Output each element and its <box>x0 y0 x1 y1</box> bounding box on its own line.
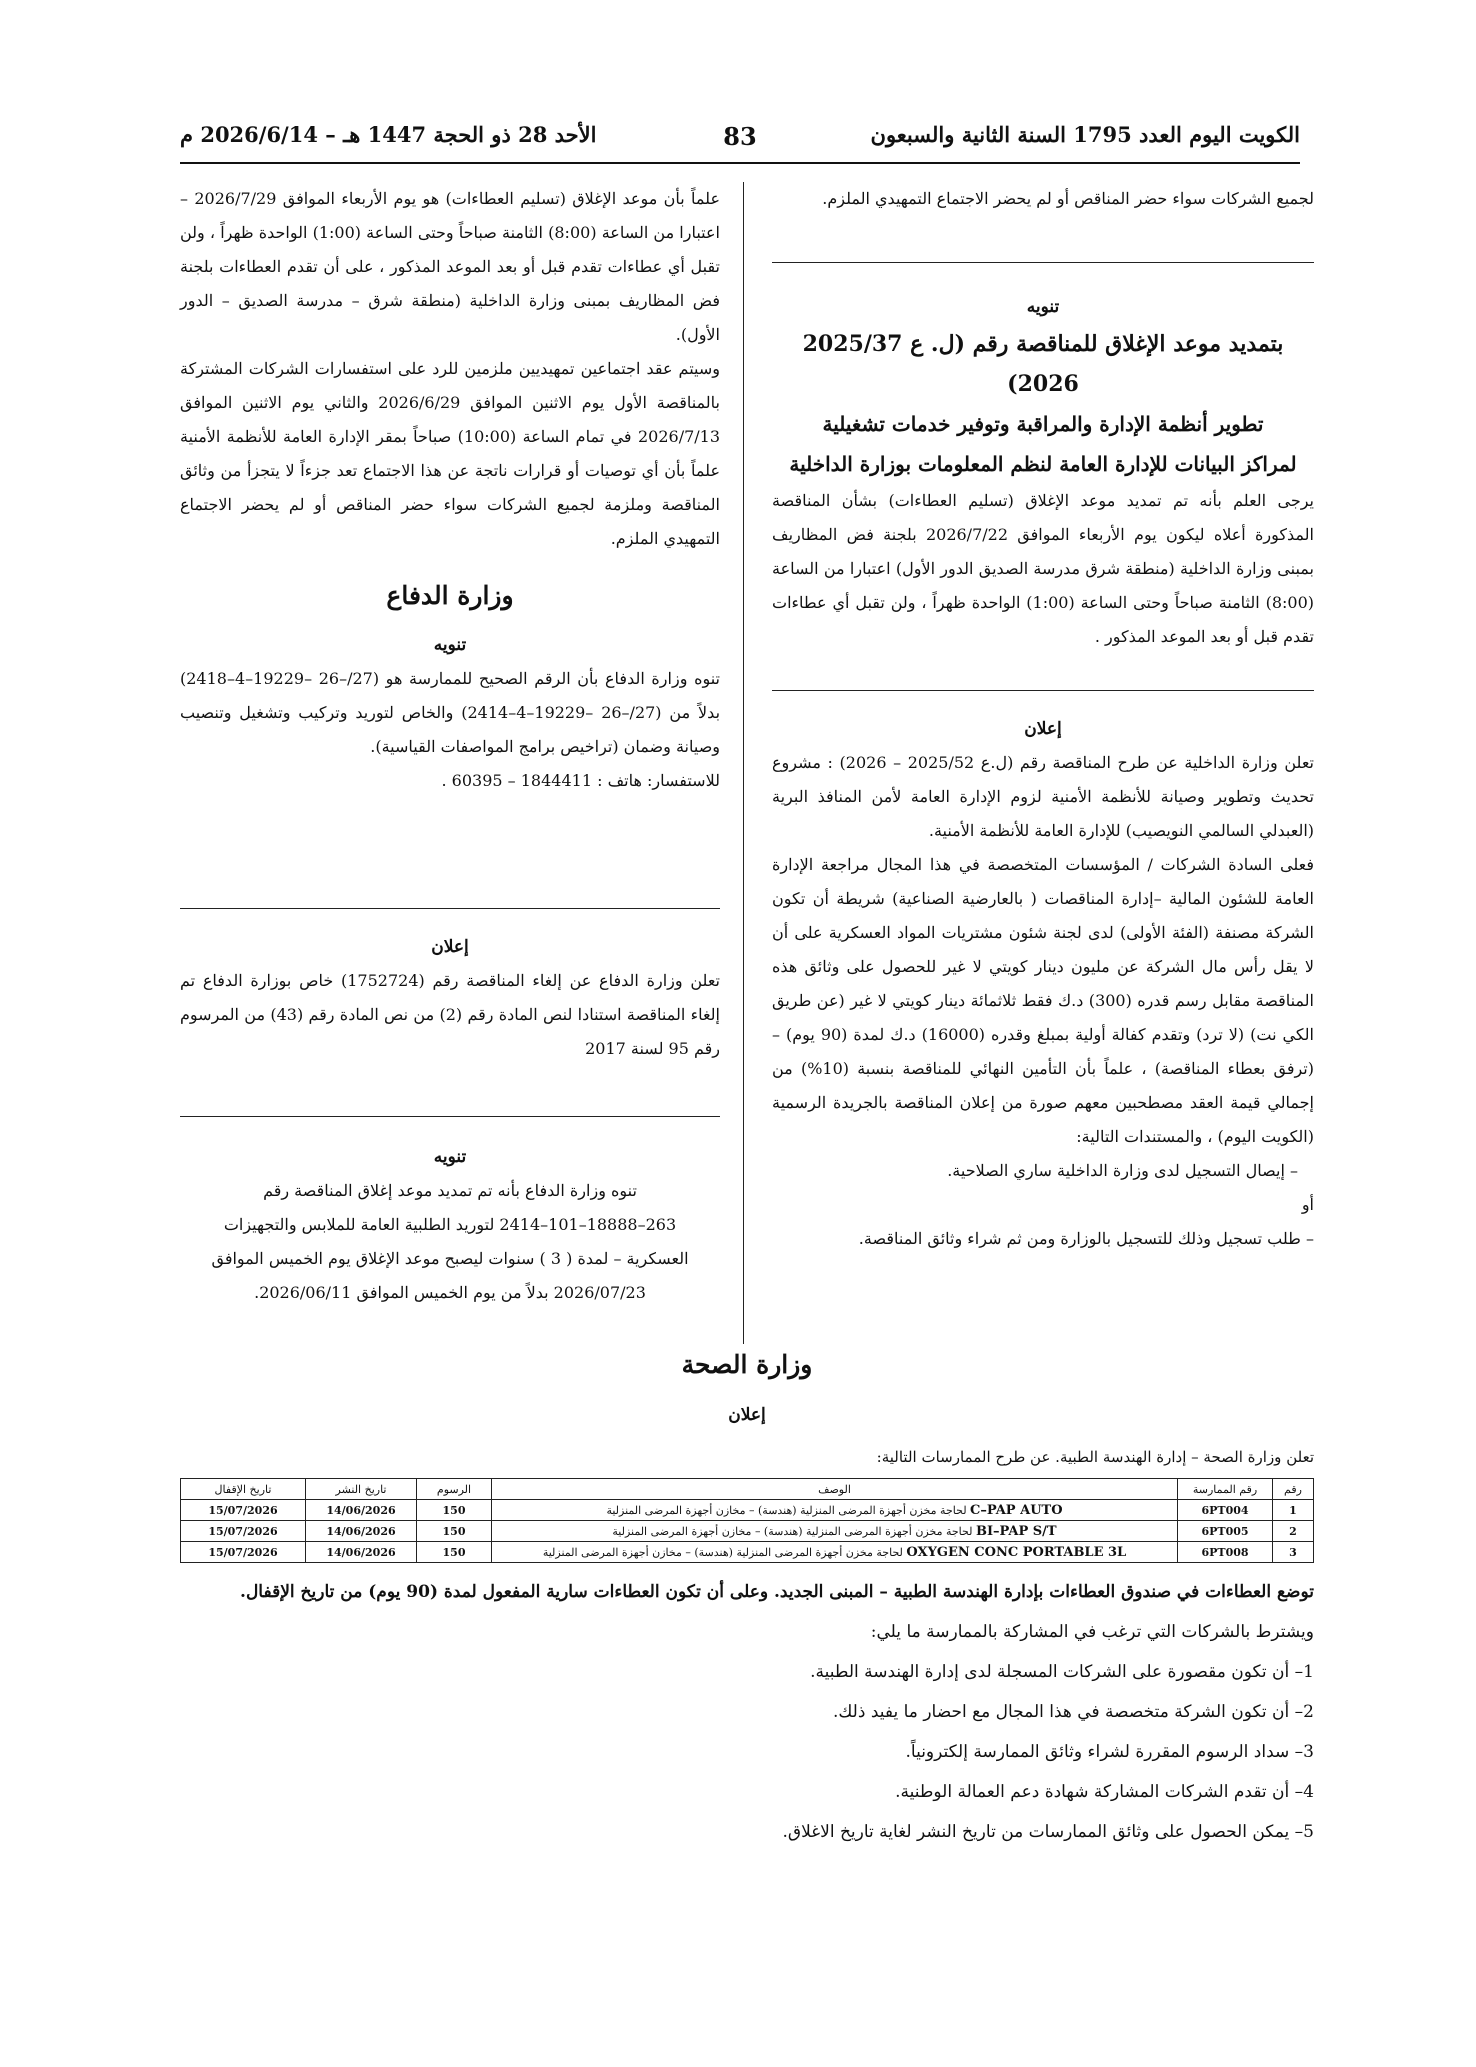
col-header: رقم <box>1273 1479 1314 1500</box>
health-announcement-label: إعلان <box>728 1405 766 1425</box>
cell-fee: 150 <box>417 1500 492 1521</box>
col-header: تاريخ النشر <box>306 1479 417 1500</box>
col-header: رقم الممارسة <box>1178 1479 1273 1500</box>
defense-announcement-body: تعلن وزارة الدفاع عن إلغاء المناقصة رقم (1752724) خاص بوزارة الدفاع تم إلغاء المناقصة استنادا لنص المادة رقم (2) من نص المادة رقم (43) من المرسوم رقم 95 لسنة 2017 <box>180 971 721 1058</box>
cell-pub-date: 14/06/2026 <box>306 1542 417 1563</box>
cell-number: 3 <box>1273 1542 1314 1563</box>
left-column <box>180 182 720 798</box>
announcement-label: إعلان <box>1024 719 1062 739</box>
defense-notice-contact: للاستفسار: هاتف : 1844411 – 60395 . <box>441 771 720 790</box>
defense-notice-2-label: تنويه <box>433 1147 467 1167</box>
desc-en: BI–PAP S/T <box>975 1523 1057 1539</box>
health-after-1: توضع العطاءات في صندوق العطاءات بإدارة الهندسة الطبية – المبنى الجديد. وعلى أن تكون العطاءات سارية المفعول لمدة (90 يوم) من تاريخ الإقفال. <box>240 1582 1314 1602</box>
cell-description <box>492 1542 1178 1563</box>
divider <box>772 262 1314 263</box>
defense-notice-body: تنوه وزارة الدفاع بأن الرقم الصحيح للممارسة هو (27/–26 –19229–4–2418) بدلاً من (27/–26 –19229–4–2414) والخاص لتوريد وتركيب وتشغيل وتنصيب وصيانة وضمان (تراخيص برامج المواصفات القياسية). <box>180 669 721 756</box>
notice-title-3: لمراكز البيانات للإدارة العامة لنظم المعلومات بوزارة الداخلية <box>789 452 1297 476</box>
notice-title-2: تطوير أنظمة الإدارة والمراقبة وتوفير خدمات تشغيلية <box>822 412 1264 436</box>
header-issue: الكويت اليوم العدد 1795 السنة الثانية والسبعون <box>870 122 1300 147</box>
health-after-2: ويشترط بالشركات التي ترغب في المشاركة بالممارسة ما يلي: <box>870 1622 1314 1642</box>
table-header-row <box>181 1479 1314 1500</box>
right-top-text: لجميع الشركات سواء حضر المناقص أو لم يحضر الاجتماع التمهيدي الملزم. <box>822 189 1314 208</box>
cell-pub-date: 14/06/2026 <box>306 1500 417 1521</box>
notice-title-1: بتمديد موعد الإغلاق للمناقصة رقم (ل. ع 2025/37 2026) <box>802 331 1284 397</box>
divider <box>772 690 1314 691</box>
desc-en: C–PAP AUTO <box>970 1502 1063 1518</box>
ministry-defense-heading: وزارة الدفاع <box>386 581 514 610</box>
page-number: 83 <box>723 122 757 151</box>
table-row <box>181 1542 1314 1563</box>
cell-number: 2 <box>1273 1521 1314 1542</box>
defense-notice-2-line-2: 263–18888–101–2414 لتوريد الطلبية العامة للملابس والتجهيزات <box>223 1215 677 1234</box>
right-column <box>772 182 1314 216</box>
col-header: تاريخ الإقفال <box>181 1479 306 1500</box>
desc-ar: لحاجة مخزن أجهزة المرضى المنزلية (هندسة) – مخازن أجهزة المرضى المنزلية <box>542 1545 903 1559</box>
announcement-or: أو <box>1301 1195 1314 1214</box>
left-top-text: علماً بأن موعد الإغلاق (تسليم العطاءات) هو يوم الأربعاء الموافق 2026/7/29 – اعتبارا من الساعة (8:00) الثامنة صباحاً وحتى الساعة (1:00) الواحدة ظهراً ، ولن تقبل أي عطاءات تقدم قبل أو بعد الموعد المذكور ، على أن تقدم العطاءات بلجنة فض المظاريف بمبنى وزارة الداخلية (منطقة شرق – مدرسة الصديق – الدور الأول). <box>180 189 721 344</box>
col-header: الوصف <box>492 1479 1178 1500</box>
cell-code: 6PT005 <box>1178 1521 1273 1542</box>
defense-announcement <box>180 930 720 1066</box>
defense-notice-2-line-3: العسكرية – لمدة ( 3 ) سنوات ليصبح موعد الإغلاق يوم الخميس الموافق <box>211 1249 689 1268</box>
announcement-p2: فعلى السادة الشركات / المؤسسات المتخصصة في هذا المجال مراجعة الإدارة العامة للشئون المالية –إدارة المناقصات ( بالعارضية الصناعية) شريطة أن تكون الشركة مصنفة (الفئة الأولى) لدى لجنة شئون مشتريات المواد العسكرية على أن لا يقل رأس مال الشركة عن مليون دينار كويتي لا غير للحصول على وثائق هذه المناقصة مقابل رسم قدره (300) د.ك فقط ثلاثمائة دينار كويتي لا غير (عن طريق الكي نت) (لا ترد) وتقدم كفالة أولية بمبلغ وقدره (16000) د.ك لمدة (90 يوم) – (ترفق بعطاء المناقصة) ، علماً بأن التأمين النهائي للمناقصة بنسبة (10%) من إجمالي قيمة العقد مصطحبين معهم صورة من إعلان المناقصة بالجريدة الرسمية (الكويت اليوم) ، والمستندات التالية: <box>772 855 1315 1146</box>
cell-code: 6PT004 <box>1178 1500 1273 1521</box>
cell-fee: 150 <box>417 1521 492 1542</box>
condition-item: 4– أن تقدم الشركات المشاركة شهادة دعم العمالة الوطنية. <box>895 1782 1314 1802</box>
defense-notice-2-line-1: تنوه وزارة الدفاع بأنه تم تمديد موعد إغلاق المناقصة رقم <box>263 1181 637 1200</box>
col-header: الرسوم <box>417 1479 492 1500</box>
announcement-bullet-2: – طلب تسجيل وذلك للتسجيل بالوزارة ومن ثم شراء وثائق المناقصة. <box>858 1229 1314 1248</box>
cell-pub-date: 14/06/2026 <box>306 1521 417 1542</box>
health-conditions <box>180 1572 1314 1852</box>
cell-number: 1 <box>1273 1500 1314 1521</box>
cell-description <box>492 1521 1178 1542</box>
column-divider <box>743 182 744 1344</box>
defense-notice-2-line-4: 2026/07/23 بدلاً من يوم الخميس الموافق 2026/06/11. <box>254 1283 646 1302</box>
left-top-text-2: وسيتم عقد اجتماعين تمهيديين ملزمين للرد على استفسارات الشركات المشتركة بالمناقصة الأول يوم الاثنين الموافق 2026/6/29 والثاني يوم الاثنين الموافق 2026/7/13 في تمام الساعة (10:00) صباحاً بمقر الإدارة العامة للأنظمة الأمنية علماً بأن أي توصيات أو قرارات ناتجة عن هذا الاجتماع تعد جزءاً لا يتجزأ من وثائق المناقصة وملزمة لجميع الشركات سواء حضر المناقص أو لم يحضر الاجتماع التمهيدي الملزم. <box>180 359 721 548</box>
page-header <box>180 118 1300 164</box>
ministry-health-heading: وزارة الصحة <box>681 1350 813 1379</box>
condition-item: 1– أن تكون مقصورة على الشركات المسجلة لدى إدارة الهندسة الطبية. <box>810 1662 1314 1682</box>
defense-notice-label: تنويه <box>433 635 467 655</box>
condition-item: 2– أن تكون الشركة متخصصة في هذا المجال مع احضار ما يفيد ذلك. <box>832 1702 1314 1722</box>
notice-label: تنويه <box>1026 297 1060 317</box>
header-date: الأحد 28 ذو الحجة 1447 هـ – 2026/6/14 م <box>180 122 597 147</box>
condition-item: 5– يمكن الحصول على وثائق الممارسات من تاريخ النشر لغاية تاريخ الاغلاق. <box>782 1822 1314 1842</box>
desc-ar: لحاجة مخزن أجهزة المرضى المنزلية (هندسة) – مخازن أجهزة المرضى المنزلية <box>606 1503 967 1517</box>
condition-item: 3– سداد الرسوم المقررة لشراء وثائق الممارسة إلكترونياً. <box>905 1742 1314 1762</box>
table-row <box>181 1521 1314 1542</box>
cell-fee: 150 <box>417 1542 492 1563</box>
notice-body: يرجى العلم بأنه تم تمديد موعد الإغلاق (تسليم العطاءات) بشأن المناقصة المذكورة أعلاه ليكون يوم الأربعاء الموافق 2026/7/22 بلجنة فض المظاريف بمبنى وزارة الداخلية (منطقة شرق مدرسة الصديق الدور الأول) اعتبارا من الساعة (8:00) الثامنة صباحاً وحتى الساعة (1:00) الواحدة ظهراً ، ولن تقبل أي عطاءات تقدم قبل أو بعد الموعد المذكور . <box>772 491 1315 646</box>
announcement-bullet-1: – إيصال التسجيل لدى وزارة الداخلية ساري الصلاحية. <box>947 1161 1298 1180</box>
cell-code: 6PT008 <box>1178 1542 1273 1563</box>
defense-announcement-label: إعلان <box>431 937 469 957</box>
table-row <box>181 1500 1314 1521</box>
announcement-interior <box>772 712 1314 1256</box>
cell-close-date: 15/07/2026 <box>181 1500 306 1521</box>
desc-en: OXYGEN CONC PORTABLE 3L <box>906 1544 1127 1560</box>
cell-description <box>492 1500 1178 1521</box>
health-intro: تعلن وزارة الصحة – إدارة الهندسة الطبية. عن طرح الممارسات التالية: <box>876 1448 1314 1466</box>
divider <box>180 908 720 909</box>
defense-notice-2 <box>180 1140 720 1310</box>
desc-ar: لحاجة مخزن أجهزة المرضى المنزلية (هندسة) – مخازن أجهزة المرضى المنزلية <box>612 1524 973 1538</box>
announcement-p1: تعلن وزارة الداخلية عن طرح المناقصة رقم (ل.ع 2025/52 – 2026) : مشروع تحديث وتطوير وصيانة للأنظمة الأمنية لزوم الإدارة العامة لأمن المنافذ البرية (العبدلي السالمي النويصيب) للإدارة العامة للأنظمة الأمنية. <box>772 753 1314 840</box>
cell-close-date: 15/07/2026 <box>181 1542 306 1563</box>
health-table <box>180 1478 1314 1563</box>
notice-extension-interior <box>772 290 1314 654</box>
cell-close-date: 15/07/2026 <box>181 1521 306 1542</box>
divider <box>180 1116 720 1117</box>
